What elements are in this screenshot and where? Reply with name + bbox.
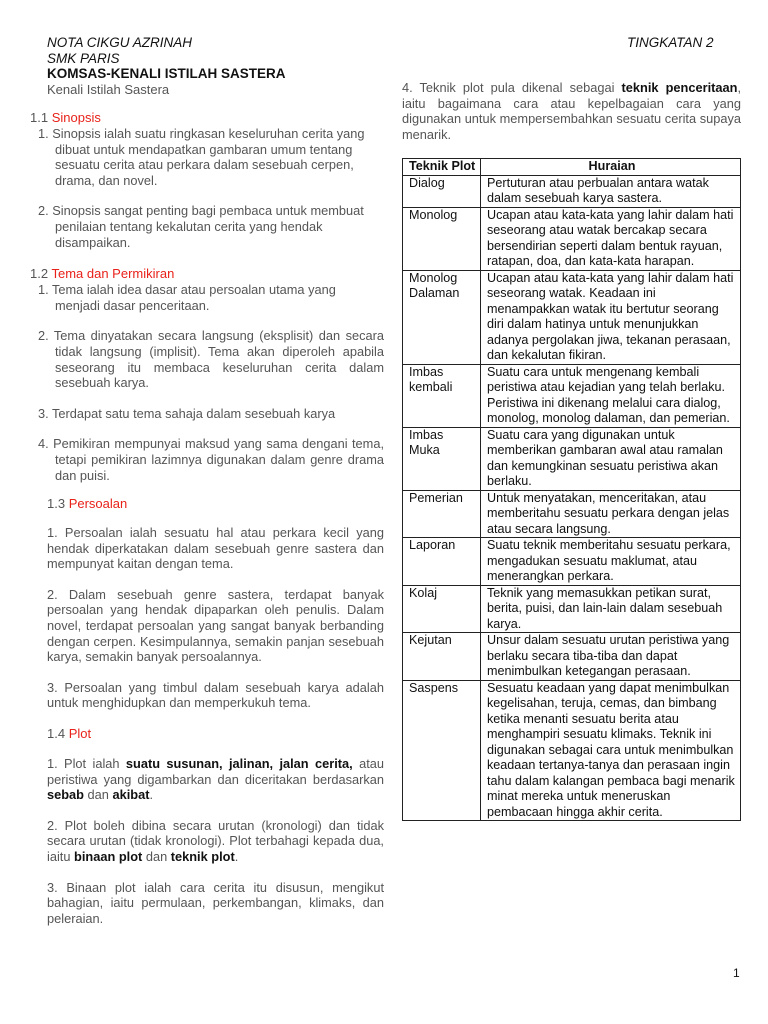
document-title: KOMSAS-KENALI ISTILAH SASTERA	[47, 66, 286, 81]
technique-description: Sesuatu keadaan yang dapat menimbulkan kegelisahan, teruja, cemas, dan bimbang ketika menanti sesuatu berita atau menghampiri sesuatu klimaks. Teknik ini digunakan sebagai cara untuk menimbulkan keadaan tertanya-tanya dan perasaan ingin tahu dalam kalangan pembaca bagi menarik minat mereka untuk meneruskan pembacaan hingga akhir cerita.	[481, 680, 741, 821]
section-heading-sinopsis	[30, 110, 384, 125]
technique-description: Untuk menyatakan, menceritakan, atau memberitahu sesuatu perkara dengan jelas atau secara langsung.	[481, 490, 741, 538]
persoalan-point-1: 1. Persoalan ialah sesuatu hal atau perkara kecil yang hendak diperkatakan dalam sesebuah genre sastera dan mempunyat kaitan dengan tema.	[47, 525, 384, 572]
technique-term: Dialog	[403, 175, 481, 207]
document-subtitle: Kenali Istilah Sastera	[47, 82, 170, 97]
form-level: TINGKATAN 2	[627, 35, 714, 50]
table-row	[403, 364, 741, 427]
persoalan-point-2: 2. Dalam sesebuah genre sastera, terdapat banyak persoalan yang hendak dipaparkan oleh penulis. Dalam novel, terdapat persoalan yang sangat banyak berbanding dengan cerpen. Kesimpulannya, semakin panjan sesebuah karya, semakin banyak persoalannya.	[47, 586, 384, 665]
tema-point-3: 3. Terdapat satu tema sahaja dalam sesebuah karya	[38, 405, 336, 421]
technique-description: Ucapan atau kata-kata yang lahir dalam hati seseorang atau watak bercakap secara bersendirian seperti dalam bentuk rayuan, ratapan, doa, dan kata-kata harapan.	[481, 207, 741, 270]
table-header-row	[403, 159, 741, 176]
section-title: Sinopsis	[51, 110, 101, 125]
technique-term: Pemerian	[403, 490, 481, 538]
table-row	[403, 633, 741, 681]
teacher-name: NOTA CIKGU AZRINAH	[47, 35, 193, 50]
left-column	[30, 110, 384, 483]
technique-term: Kejutan	[403, 633, 481, 681]
left-column-lower	[47, 496, 384, 926]
persoalan-point-3: 3. Persoalan yang timbul dalam sesebuah karya adalah untuk menghidupkan dan memperkukuh tema.	[47, 679, 384, 711]
section-number: 1.4	[47, 725, 66, 741]
technique-term: Imbas Muka	[403, 427, 481, 490]
technique-description: Pertuturan atau perbualan antara watak dalam sesebuah karya sastera.	[481, 175, 741, 207]
technique-term: Monolog	[403, 207, 481, 270]
tema-point-4: 4. Pemikiran mempunyai maksud yang sama dengani tema, tetapi pemikiran lazimnya digunakan dalam genre drama dan puisi.	[38, 436, 384, 483]
section-heading-persoalan	[47, 496, 384, 511]
section-heading-plot	[47, 726, 384, 741]
technique-description: Suatu cara yang digunakan untuk memberikan gambaran awal atau ramalan dan kemungkinan sesuatu peristiwa akan berlaku.	[481, 427, 741, 490]
section-title: Plot	[68, 725, 92, 741]
technique-description: Unsur dalam sesuatu urutan peristiwa yang berlaku secara tiba-tiba dan dapat menimbulkan ketegangan perasaan.	[481, 633, 741, 681]
section-number: 1.3	[47, 496, 66, 511]
plot-point-2: 2. Plot boleh dibina secara urutan (kronologi) dan tidak secara urutan (tidak kronologi). Plot terbahagi kepada dua, iaitu binaan plot dan teknik plot.	[47, 817, 384, 864]
section-title: Tema dan Permikiran	[51, 266, 175, 282]
plot-point-1: 1. Plot ialah suatu susunan, jalinan, jalan cerita, atau peristiwa yang digambarkan dan diceritakan berdasarkan sebab dan akibat.	[47, 755, 384, 803]
technique-term: Monolog Dalaman	[403, 270, 481, 364]
table-row	[403, 538, 741, 586]
table-row	[403, 585, 741, 633]
technique-description: Suatu cara untuk mengenang kembali peristiwa atau kejadian yang telah berlaku. Peristiwa ini dikenang melalui cara dialog, monolog, monolog dalaman, dan pemerian.	[481, 364, 741, 427]
tema-point-2: 2. Tema dinyatakan secara langsung (eksplisit) dan secara tidak langsung (implisit). Tema akan diperoleh apabila seseorang itu membaca keseluruhan cerita dalam sesebuah karya.	[38, 328, 384, 391]
plot-point-4: 4. Teknik plot pula dikenal sebagai teknik penceritaan, iaitu bagaimana cara atau kepelbagaian cara yang digunakan untuk mempersembahkan sesuatu cerita supaya menarik.	[402, 80, 741, 142]
technique-description: Suatu teknik memberitahu sesuatu perkara, mengadukan sesuatu maklumat, atau menerangkan perkara.	[481, 538, 741, 586]
school-name: SMK PARIS	[47, 51, 120, 66]
section-title: Persoalan	[68, 496, 128, 511]
technique-term: Saspens	[403, 680, 481, 821]
section-heading-tema	[30, 266, 384, 281]
table-row	[403, 207, 741, 270]
table-row	[403, 427, 741, 490]
table-row	[403, 680, 741, 821]
tema-point-1: 1. Tema ialah idea dasar atau persoalan utama yang menjadi dasar penceritaan.	[38, 282, 336, 313]
technique-term: Laporan	[403, 538, 481, 586]
page-number: 1	[733, 966, 740, 980]
plot-point-3: 3. Binaan plot ialah cara cerita itu disusun, mengikut bahagian, iaitu permulaan, perkembangan, klimaks, dan peleraian.	[47, 879, 384, 926]
table-row	[403, 270, 741, 364]
sinopsis-point-1: 1. Sinopsis ialah suatu ringkasan keseluruhan cerita yang dibuat untuk mendapatkan gambaran umum tentang sesuatu cerita atau perkara dalam sesebuah cerpen, drama, dan novel.	[38, 126, 365, 188]
table-row	[403, 175, 741, 207]
plot-technique-table	[402, 158, 741, 821]
technique-description: Teknik yang memasukkan petikan surat, berita, puisi, dan lain-lain dalam sesebuah karya.	[481, 585, 741, 633]
section-number: 1.2	[30, 266, 49, 282]
table-header-term: Teknik Plot	[403, 159, 481, 176]
table-row	[403, 490, 741, 538]
table-header-description: Huraian	[481, 159, 741, 176]
sinopsis-point-2: 2. Sinopsis sangat penting bagi pembaca untuk membuat penilaian tentang kekalutan cerita yang hendak disampaikan.	[38, 203, 364, 250]
technique-term: Kolaj	[403, 585, 481, 633]
technique-term: Imbas kembali	[403, 364, 481, 427]
section-number: 1.1	[30, 110, 49, 125]
technique-description: Ucapan atau kata-kata yang lahir dalam hati seseorang watak. Keadaan ini menampakkan watak itu bertutur seorang diri dalam hatinya untuk menunjukkan adanya pergolakan jiwa, tekanan perasaan, dan kekalutan fikiran.	[481, 270, 741, 364]
